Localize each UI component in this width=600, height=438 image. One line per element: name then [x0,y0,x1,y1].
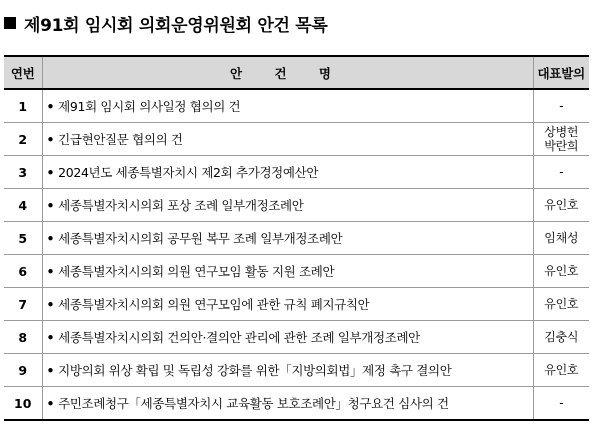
proposer-cell [533,288,589,321]
agenda-title: 세종특별자치시의회 포상 조례 일부개정조례안 [58,198,304,213]
row-number: 9 [4,354,42,387]
row-number: 3 [4,156,42,189]
proposer-cell [533,354,589,387]
column-header-no: 연번 [4,56,42,89]
agenda-title: 세종특별자치시의회 건의안·결의안 관리에 관한 조례 일부개정조례안 [58,330,420,345]
column-header-proposer: 대표발의 [533,56,589,89]
agenda-title: 세종특별자치시의회 의원 연구모임 활동 지원 조례안 [58,264,335,279]
agenda-title-cell [42,189,533,222]
agenda-title: 세종특별자치시의회 공무원 복무 조례 일부개정조례안 [58,231,343,246]
header-row [4,56,589,89]
row-number: 10 [4,387,42,421]
row-number: 2 [4,123,42,156]
table-row [4,89,589,123]
proposer-name: - [559,99,564,113]
table-row [4,354,589,387]
agenda-title: 지방의회 위상 확립 및 독립성 강화를 위한「지방의회법」제정 촉구 결의안 [58,363,452,378]
bullet-dot-icon: • [46,297,55,312]
proposer-cell [533,255,589,288]
document-heading [2,10,327,36]
proposer-name: - [559,165,564,179]
table-row [4,222,589,255]
proposer-name: 유인호 [544,363,579,377]
proposer-cell [533,156,589,189]
agenda-title-cell [42,156,533,189]
proposer-cell [533,123,589,156]
agenda-title: 제91회 임시회 의사일정 협의의 건 [58,99,241,114]
agenda-title-cell [42,387,533,421]
row-number: 1 [4,89,42,123]
column-header-title: 안 건 명 [42,56,533,89]
bullet-dot-icon: • [46,264,55,279]
proposer-cell [533,387,589,421]
proposer-name: - [559,396,564,410]
row-number: 8 [4,321,42,354]
bullet-dot-icon: • [46,99,55,114]
agenda-title: 긴급현안질문 협의의 건 [58,132,183,147]
bullet-dot-icon: • [46,330,55,345]
proposer-name: 유인호 [544,264,579,278]
table-row [4,321,589,354]
table-row [4,156,589,189]
square-bullet-icon [4,17,16,29]
proposer-name: 김충식 [544,330,579,344]
agenda-title-cell [42,123,533,156]
agenda-title: 세종특별자치시의회 의원 연구모임에 관한 규칙 폐지규칙안 [58,297,370,312]
agenda-title-cell [42,354,533,387]
proposer-cell [533,189,589,222]
proposer-name: 유인호 [544,297,579,311]
agenda-title: 2024년도 세종특별자치시 제2회 추가경정예산안 [58,165,319,180]
bullet-dot-icon: • [46,165,55,180]
heading-text: 제91회 임시회 의회운영위원회 안건 목록 [24,15,328,36]
agenda-title-cell [42,321,533,354]
agenda-title-cell [42,288,533,321]
bullet-dot-icon: • [46,198,55,213]
row-number: 5 [4,222,42,255]
proposer-name: 임채성 [544,231,579,245]
row-number: 6 [4,255,42,288]
bullet-dot-icon: • [46,231,55,246]
bullet-dot-icon: • [46,132,55,147]
table-row [4,189,589,222]
agenda-title-cell [42,222,533,255]
agenda-title-cell [42,255,533,288]
agenda-table-body [4,89,589,420]
bullet-dot-icon: • [46,396,55,411]
row-number: 4 [4,189,42,222]
row-number: 7 [4,288,42,321]
table-row [4,255,589,288]
agenda-table [4,55,589,421]
proposer-name: 상병헌 [544,125,579,139]
table-row [4,288,589,321]
agenda-title-cell [42,89,533,123]
table-row [4,123,589,156]
bullet-dot-icon: • [46,363,55,378]
proposer-name: 유인호 [544,198,579,212]
agenda-title: 주민조례청구「세종특별자치시 교육활동 보호조례안」청구요건 심사의 건 [58,396,449,411]
proposer-cell [533,222,589,255]
proposer-name: 박란희 [544,139,579,153]
proposer-cell [533,89,589,123]
table-row [4,387,589,421]
proposer-cell [533,321,589,354]
